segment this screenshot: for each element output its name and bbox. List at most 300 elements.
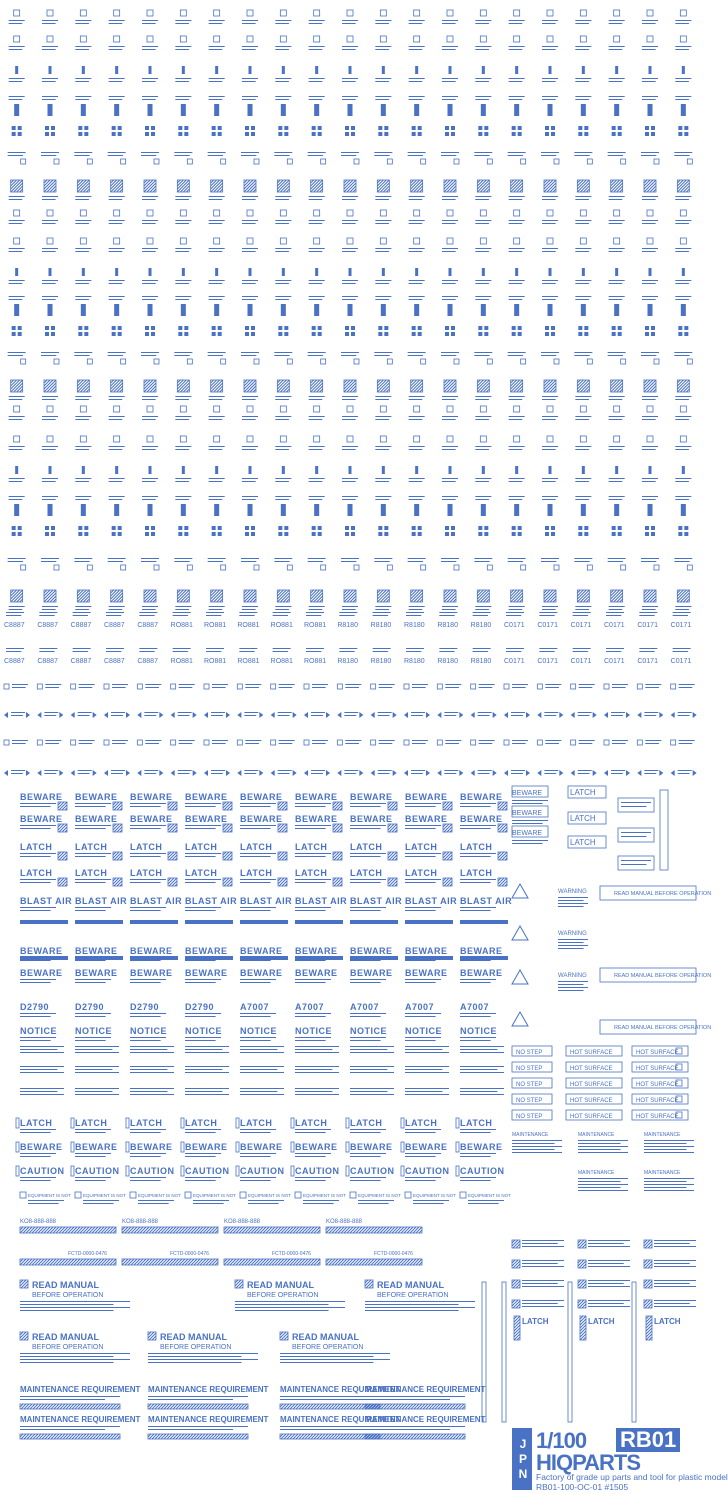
panel-line [75,1129,111,1130]
equipment-label: EQUIPMENT IS NOT [468,1193,511,1198]
mini-line [675,449,689,450]
mini-line [674,561,689,562]
mini-line [142,283,156,284]
mini-square [154,565,159,570]
manual-text [235,1304,329,1305]
mini-line [9,196,25,197]
mini-dot [651,326,655,330]
panel-label: NOTICE [75,1026,113,1036]
mini-line [275,248,291,249]
mini-square [337,684,342,689]
mini-line [439,615,454,616]
panel-line [185,879,221,880]
maint-text [578,1152,628,1153]
mini-square [287,359,292,364]
maint-text [644,1190,694,1191]
mini-square [4,740,9,745]
notice-text [185,1094,229,1095]
notice-text [185,1072,229,1073]
mini-line [211,712,225,713]
hatch-stripes [344,180,356,192]
mini-block [181,504,186,516]
mini-line [442,46,458,47]
panel-label: CAUTION [130,1166,175,1176]
mini-line [609,280,625,281]
mini-bar [149,268,152,276]
mini-line [178,712,192,713]
notice-text [20,1094,64,1095]
mini-dot [278,126,282,130]
mini-line [675,20,691,21]
mini-square [14,10,20,16]
mini-line [409,419,423,420]
mini-line [174,152,192,153]
mini-line [175,23,189,24]
panel-line [240,825,276,826]
mini-line [79,684,95,685]
mini-square [171,740,176,745]
mini-line [241,152,259,153]
mini-line [609,609,623,610]
mini-dot [584,526,588,530]
panel-line [460,1016,491,1017]
mini-line [558,900,584,901]
code-label: C0171 [637,622,658,629]
mini-bar [382,466,385,474]
mini-line [109,96,125,97]
mini-dot [418,326,422,330]
panel-line [460,856,491,857]
panel-line [460,806,491,807]
panel-label: CAUTION [240,1166,285,1176]
notice-text [350,1072,394,1073]
code-label: RO881 [170,622,193,629]
mini-dot [151,532,155,536]
mini-block [414,304,419,316]
hatch-stripes [443,878,452,886]
mini-bar [182,268,185,276]
panel-tab [401,1166,404,1176]
manual-text [280,1356,374,1357]
mini-square [221,159,226,164]
arrow-marker [304,770,308,776]
mini-square [537,740,542,745]
mini-line [306,651,321,652]
mini-line [375,81,389,82]
mini-square [647,436,653,442]
mini-line [42,99,56,100]
mini-square [521,565,526,570]
mini-line [573,612,591,613]
mini-square [347,406,353,412]
mini-line [175,20,191,21]
mini-square [121,359,126,364]
mini-dot [512,126,516,130]
brand-block [512,1427,728,1492]
hatch-stripes [244,590,256,602]
mini-dot [578,332,582,336]
mini-line [109,496,125,497]
mini-line [241,558,259,559]
mini-line [9,396,25,397]
mini-line [642,96,658,97]
mini-line [578,715,590,716]
mini-dot [512,332,516,336]
mini-square [247,406,253,412]
right-latch: LATCH [570,814,596,823]
hatch-stripes [44,180,56,192]
arrow-marker [437,770,441,776]
equip-box [295,1192,301,1198]
mini-line [306,648,324,649]
mini-line [206,615,221,616]
mini-line [642,49,656,50]
mini-square [480,10,486,16]
mini-square [180,210,186,216]
mini-line [644,773,656,774]
hot-label: HOT SURFACE [570,1114,613,1120]
panel-line [185,1180,216,1181]
notice-text [240,1052,284,1053]
mini-line [675,49,689,50]
mini-line [621,860,651,861]
mini-line [42,81,56,82]
arrow-marker [493,712,497,718]
panel-line [240,803,276,804]
mini-dot [478,526,482,530]
mini-line [508,561,523,562]
panel-label: BEWARE [405,814,448,824]
mini-dot [84,132,88,136]
mini-line [109,499,123,500]
manual-text [148,1356,242,1357]
hatch-stripes [512,1280,520,1288]
mini-line [475,220,491,221]
panel-label: LATCH [75,1118,108,1128]
mini-line [444,712,458,713]
mini-square [187,565,192,570]
mini-block [514,104,519,116]
mini-bar [115,466,118,474]
hatch-stripes [223,878,232,886]
mini-line [108,355,123,356]
mini-line [539,612,557,613]
mini-square [247,210,253,216]
mini-dot [12,332,16,336]
mini-line [109,251,123,252]
mini-square [514,238,520,244]
mini-dot [112,126,116,130]
mini-line [409,251,423,252]
panel-line [240,1132,271,1133]
hatch-stripes [177,380,189,392]
mini-line [474,561,489,562]
arrow-marker [304,712,308,718]
equipment-label: EQUIPMENT IS NOT [248,1193,291,1198]
mini-line [506,651,521,652]
panel-tab [16,1118,19,1128]
arrow-marker [159,712,163,718]
mini-line [345,687,359,688]
panel-label: BEWARE [185,968,228,978]
mini-line [558,903,588,904]
mini-square [621,159,626,164]
mini-line [342,416,358,417]
panel-line [460,960,491,961]
mini-line [522,1266,564,1267]
mini-line [145,684,161,685]
mini-line [139,615,154,616]
mini-dot [512,326,516,330]
mini-line [175,196,191,197]
mini-line [309,23,323,24]
panel-line [75,1040,106,1041]
mini-line [109,609,123,610]
mini-block [81,104,86,116]
mini-square [571,684,576,689]
mini-dot [484,132,488,136]
mini-line [509,478,525,479]
mini-square [180,436,186,442]
mini-dot [318,332,322,336]
mini-line [642,419,656,420]
notice-text [405,1088,449,1089]
mini-dot [284,532,288,536]
mini-line [42,478,58,479]
mini-line [439,651,454,652]
mini-line [478,770,492,771]
panel-line [405,1180,436,1181]
mini-line [654,1306,696,1307]
mini-line [175,399,189,400]
hot-label: HOT SURFACE [570,1050,613,1056]
mini-square [304,684,309,689]
mini-dot [178,326,182,330]
mini-bar [382,66,385,74]
mini-line [275,496,291,497]
mini-line [175,446,191,447]
arrow-marker [293,770,297,776]
panel-line [405,1037,441,1038]
mini-line [309,223,323,224]
mini-dot [384,126,388,130]
mini-dot [351,332,355,336]
mini-line [512,843,543,844]
mini-line [675,609,689,610]
mini-line [441,561,456,562]
mini-square [47,436,53,442]
mini-line [109,478,125,479]
mini-line [12,743,26,744]
mini-line [409,248,425,249]
manual-text [280,1359,390,1360]
mini-square [114,10,120,16]
mini-line [342,280,358,281]
mini-line [642,606,658,607]
panel-line [20,1156,51,1157]
mini-line [11,773,23,774]
mini-line [275,49,289,50]
hatch-stripes [365,1280,373,1288]
mini-bar [682,66,685,74]
mini-line [379,743,393,744]
mini-block [681,304,686,316]
panel-line [240,910,271,911]
mini-dot [551,532,555,536]
hatch-stripes [144,590,156,602]
mini-square [480,210,486,216]
panel-line [405,960,436,961]
arrow-marker [604,712,608,718]
mini-line [275,478,291,479]
mini-line [442,96,458,97]
mini-line [675,296,691,297]
mini-line [345,684,361,685]
mini-bar [282,466,285,474]
mini-square [447,210,453,216]
mini-line [542,283,556,284]
mini-dot [584,332,588,336]
mini-line [588,1260,630,1261]
mini-line [279,684,295,685]
mini-line [242,481,256,482]
mini-line [175,416,191,417]
panel-line [295,982,326,983]
panel-tab [181,1118,184,1128]
mini-line [509,499,523,500]
equipment-label: EQUIPMENT IS NOT [358,1193,401,1198]
mini-line [145,687,159,688]
notice-text [405,1049,442,1050]
mini-line [444,770,458,771]
panel-label: BEWARE [20,946,63,956]
mini-square [387,159,392,164]
hatch-stripes [377,590,389,602]
mini-line [209,223,223,224]
mini-square [254,565,259,570]
mini-bar [49,268,52,276]
mini-dot [278,132,282,136]
mini-dot [678,126,682,130]
mini-line [73,615,88,616]
mini-line [342,78,358,79]
mini-line [542,296,558,297]
mini-line [109,248,125,249]
mini-line [45,740,61,741]
right-frame [618,856,654,870]
mini-line [83,1203,114,1204]
mini-square [314,436,320,442]
mini-bar [582,66,585,74]
code-label: R8180 [337,622,358,629]
notice-text [185,1052,229,1053]
mini-line [609,96,625,97]
panel-line [350,1129,386,1130]
mini-line [42,78,58,79]
hatch-stripes [224,1227,320,1233]
mini-square [380,406,386,412]
maint-text [578,1140,628,1141]
mini-square [147,436,153,442]
mini-dot [12,526,16,530]
mini-line [209,81,223,82]
mini-line [75,220,91,221]
maintenance-label: MAINTENANCE [578,1170,615,1176]
panel-line [20,910,51,911]
code-label: C0171 [670,658,692,665]
warning-triangle [512,970,528,984]
mini-dot [318,326,322,330]
notice-text [350,1049,387,1050]
mini-dot [178,526,182,530]
mini-square [54,565,59,570]
mini-line [342,446,358,447]
notice-text [75,1046,119,1047]
panel-line [295,1153,331,1154]
hatch-stripes [377,380,389,392]
stripe-bar [460,920,508,924]
mini-line [442,419,456,420]
arrow-marker [426,712,430,718]
mini-line [75,416,91,417]
mini-line [274,155,289,156]
mini-line [306,612,324,613]
panel-line [20,882,51,883]
mini-line [442,609,456,610]
mini-line [522,1260,564,1261]
hatch-stripes [344,590,356,602]
mini-dot [651,532,655,536]
mini-square [554,359,559,364]
mini-dot [551,132,555,136]
arrow-marker [59,712,63,718]
notice-text [75,1066,119,1067]
maintenance-label: MAINTENANCE [512,1132,549,1138]
mini-line [39,612,57,613]
panel-label: LATCH [460,868,493,878]
mini-line [378,712,392,713]
mini-line [244,715,256,716]
read-manual-label: READ MANUAL [377,1280,444,1290]
mini-square [504,740,509,745]
panel-line [20,856,51,857]
mini-line [175,396,191,397]
mini-square [14,436,20,442]
equip-box [405,1192,411,1198]
mini-square [647,406,653,412]
mini-square [480,436,486,442]
mini-block [214,304,219,316]
panel-label: BEWARE [350,946,393,956]
panel-label: BEWARE [405,968,448,978]
manual-text [148,1362,242,1363]
mini-dot [584,132,588,136]
mini-dot [318,526,322,530]
mini-line [442,23,456,24]
panel-label: LATCH [185,868,218,878]
notice-text [460,1072,504,1073]
arrow-marker [659,770,663,776]
notice-text [460,1066,504,1067]
mini-line [575,283,589,284]
hatch-stripes [578,1260,586,1268]
mini-line [9,223,23,224]
mini-line [309,399,323,400]
equip-box [240,1192,246,1198]
mini-line [341,355,356,356]
notice-text [20,1072,64,1073]
notice-text [20,1046,64,1047]
